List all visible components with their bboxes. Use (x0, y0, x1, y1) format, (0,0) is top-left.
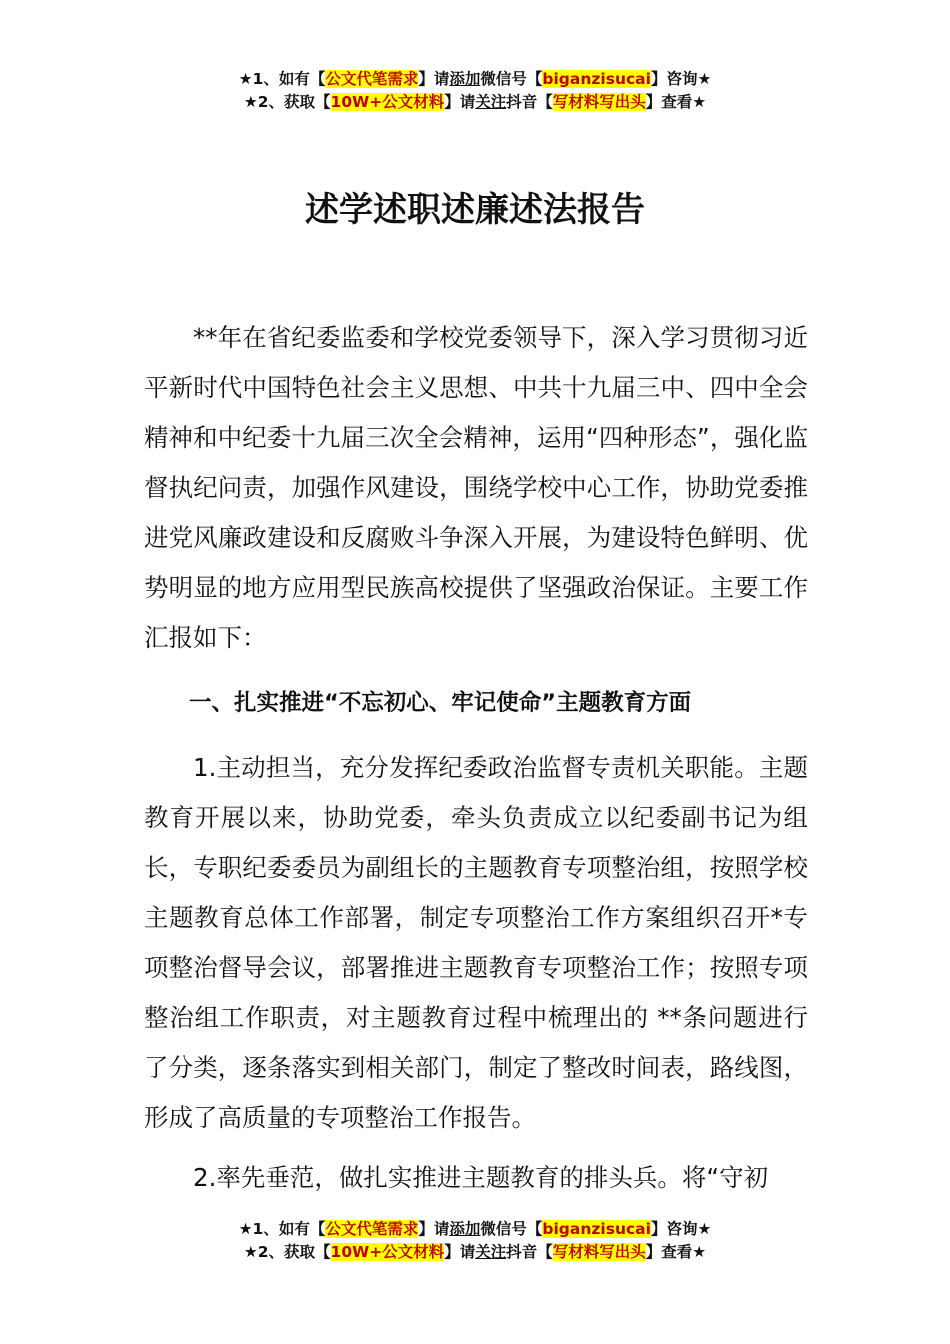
banner-highlight: 10W+公文材料 (330, 93, 445, 111)
banner-wechat-id: biganzisucai (542, 1220, 651, 1238)
banner-highlight: 公文代笔需求 (325, 70, 419, 88)
banner-line-2: ★2、获取【10W+公文材料】请关注抖音【写材料写出头】查看★ (243, 93, 707, 111)
banner-highlight: 公文代笔需求 (325, 1220, 419, 1238)
intro-paragraph: **年在省纪委监委和学校党委领导下，深入学习贯彻习近平新时代中国特色社会主义思想、中共十九届三中、四中全会精神和中纪委十九届三次全会精神，运用“四种形态”，强化监督执纪问责，加强作风建设，围绕学校中心工作，协助党委推进党风廉政建设和反腐败斗争深入开展，为建设特色鲜明、优势明显的地方应用型民族高校提供了坚强政治保证。主要工作汇报如下： (144, 323, 808, 652)
section-heading: 一、扎实推进“不忘初心、牢记使命”主题教育方面 (189, 690, 692, 716)
document-body (144, 313, 808, 1203)
item-paragraph-2: 2.率先垂范，做扎实推进主题教育的排头兵。将“守初 (193, 1163, 769, 1192)
banner-douyin-id: 写材料写出头 (552, 1243, 646, 1261)
header-banner (0, 68, 950, 114)
banner-douyin-id: 写材料写出头 (552, 93, 646, 111)
banner-line-1: ★1、如有【公文代笔需求】请添加微信号【biganzisucai】咨询★ (238, 1220, 712, 1238)
document-title: 述学述职述廉述法报告 (305, 190, 645, 230)
banner-line-2: ★2、获取【10W+公文材料】请关注抖音【写材料写出头】查看★ (243, 1243, 707, 1261)
footer-banner (0, 1218, 950, 1264)
banner-line-1: ★1、如有【公文代笔需求】请添加微信号【biganzisucai】咨询★ (238, 70, 712, 88)
item-paragraph-1: 1.主动担当，充分发挥纪委政治监督专责机关职能。主题教育开展以来，协助党委，牵头负责成立以纪委副书记为组长，专职纪委委员为副组长的主题教育专项整治组，按照学校主题教育总体工作部署，制定专项整治工作方案组织召开*专项整治督导会议，部署推进主题教育专项整治工作；按照专项整治组工作职责，对主题教育过程中梳理出的 **条问题进行了分类，逐条落实到相关部门，制定了整改时间表，路线图，形成了高质量的专项整治工作报告。 (144, 753, 808, 1132)
banner-wechat-id: biganzisucai (542, 70, 651, 88)
banner-highlight: 10W+公文材料 (330, 1243, 445, 1261)
